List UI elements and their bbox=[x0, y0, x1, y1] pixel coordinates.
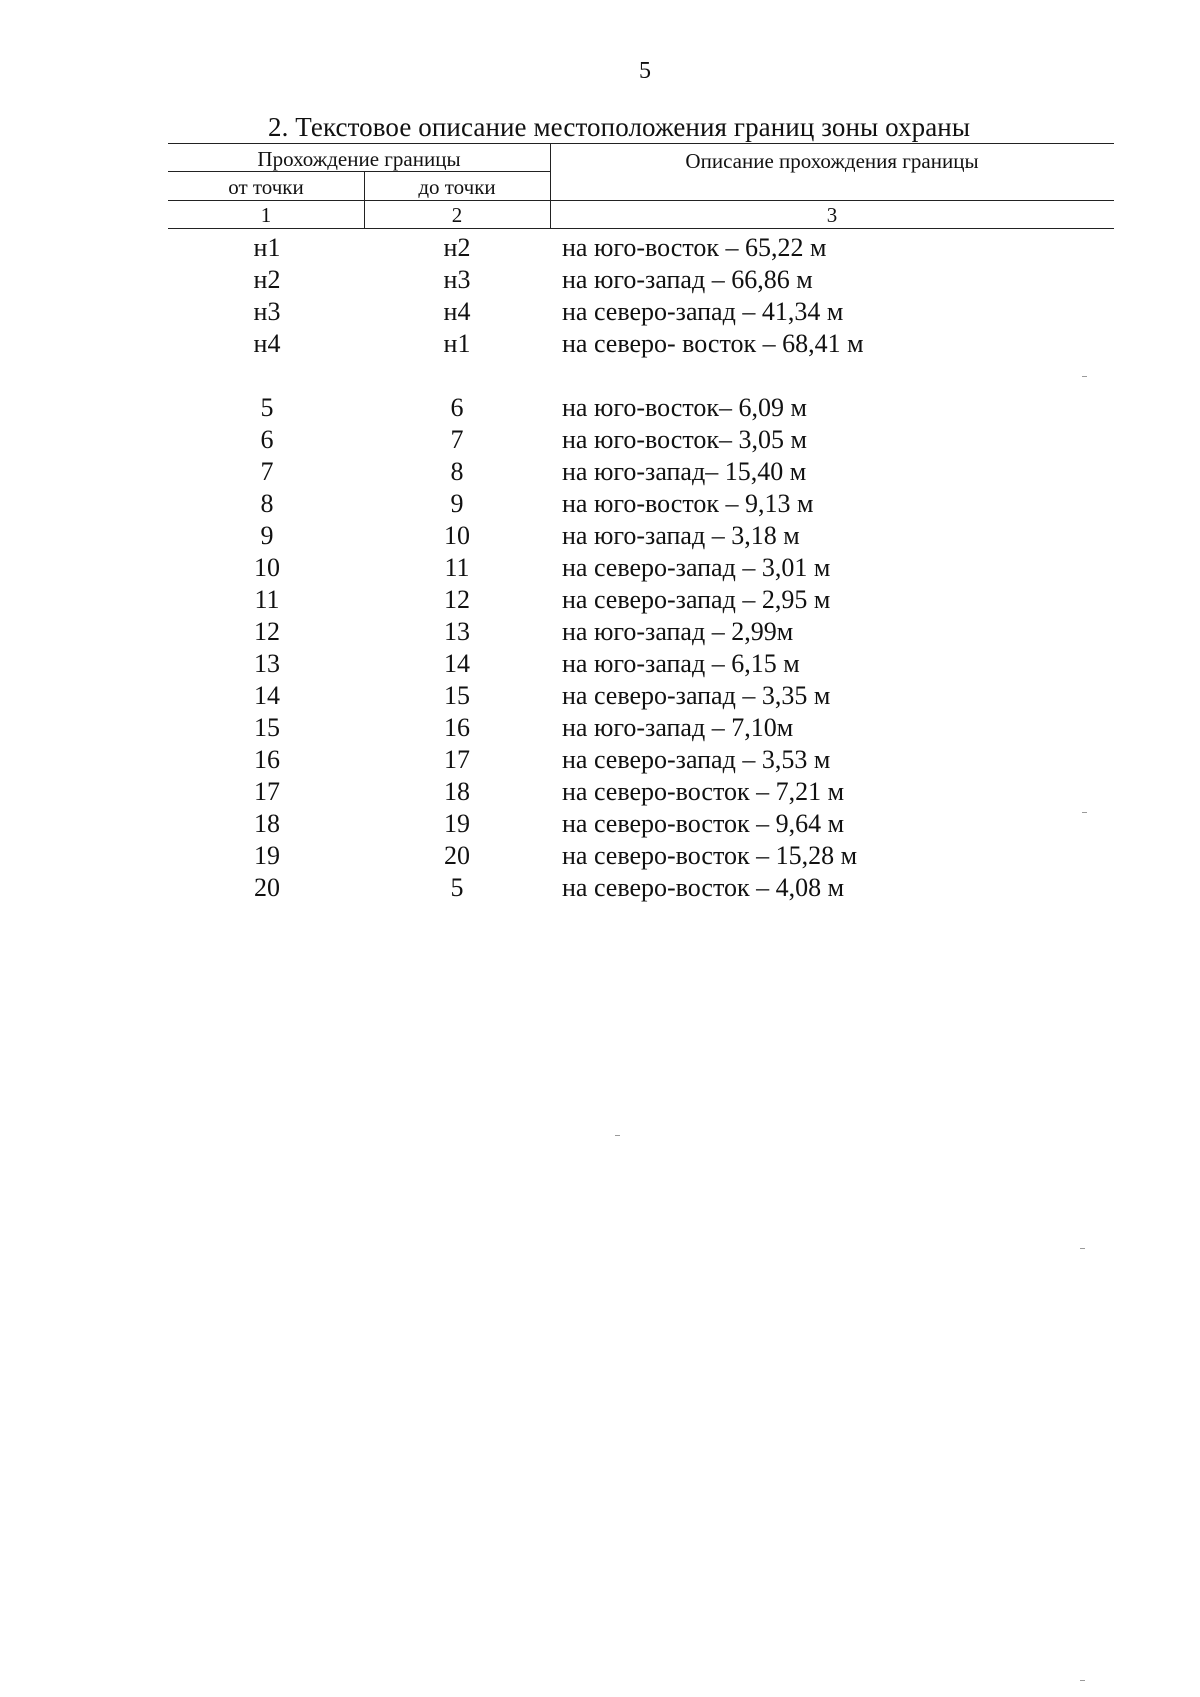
scan-speck bbox=[1080, 1680, 1085, 1681]
to-point: 14 bbox=[444, 649, 470, 678]
table-row bbox=[0, 872, 1200, 904]
table-row bbox=[0, 840, 1200, 872]
header-description: Описание прохождения границы bbox=[685, 149, 979, 173]
boundary-description: на юго-восток– 3,05 м bbox=[562, 425, 807, 454]
boundary-description: на северо-восток – 15,28 м bbox=[562, 841, 858, 870]
table-row bbox=[0, 680, 1200, 712]
header-from-point: от точки bbox=[228, 175, 304, 199]
table-row bbox=[0, 648, 1200, 680]
table-row bbox=[0, 808, 1200, 840]
to-point: 13 bbox=[444, 617, 470, 646]
boundary-description: на юго-запад – 66,86 м bbox=[562, 265, 813, 294]
table-row bbox=[0, 776, 1200, 808]
to-point: н1 bbox=[443, 329, 471, 358]
scan-speck bbox=[615, 1135, 620, 1136]
to-point: 7 bbox=[450, 425, 464, 454]
page-number: 5 bbox=[639, 58, 651, 84]
table-row bbox=[0, 456, 1200, 488]
table-row bbox=[0, 712, 1200, 744]
boundary-description: на северо-восток – 9,64 м bbox=[562, 809, 845, 838]
table-row bbox=[0, 328, 1200, 360]
boundary-description: на северо-запад – 2,95 м bbox=[562, 585, 831, 614]
from-point: н3 bbox=[253, 297, 281, 326]
header-subcolumn-rule bbox=[168, 200, 1114, 201]
from-point: 15 bbox=[254, 713, 280, 742]
to-point: 8 bbox=[450, 457, 464, 486]
to-point: н3 bbox=[443, 265, 471, 294]
to-point: 6 bbox=[450, 393, 464, 422]
scan-speck bbox=[1080, 1248, 1085, 1249]
table-row bbox=[0, 424, 1200, 456]
scan-speck bbox=[1082, 812, 1087, 813]
from-point: 7 bbox=[260, 457, 274, 486]
to-point: 12 bbox=[444, 585, 470, 614]
to-point: 16 bbox=[444, 713, 470, 742]
to-point: 5 bbox=[450, 873, 464, 902]
boundary-description: на юго-восток– 6,09 м bbox=[562, 393, 807, 422]
from-point: 8 bbox=[260, 489, 274, 518]
table-row bbox=[0, 520, 1200, 552]
to-point: 10 bbox=[444, 521, 470, 550]
to-point: 9 bbox=[450, 489, 464, 518]
table-row bbox=[0, 744, 1200, 776]
boundary-description: на северо-восток – 7,21 м bbox=[562, 777, 845, 806]
from-point: 11 bbox=[254, 585, 280, 614]
header-to-point: до точки bbox=[418, 175, 496, 199]
header-group-rule bbox=[168, 171, 550, 172]
table-row bbox=[0, 584, 1200, 616]
table-row bbox=[0, 616, 1200, 648]
from-point: 13 bbox=[254, 649, 280, 678]
from-point: 14 bbox=[254, 681, 280, 710]
table-row bbox=[0, 232, 1200, 264]
to-point: н2 bbox=[443, 233, 471, 262]
boundary-description: на юго-запад – 3,18 м bbox=[562, 521, 800, 550]
boundary-description: на юго-запад– 15,40 м bbox=[562, 457, 807, 486]
boundary-description: на юго-запад – 6,15 м bbox=[562, 649, 800, 678]
from-point: н1 bbox=[253, 233, 281, 262]
table-row bbox=[0, 552, 1200, 584]
from-point: 12 bbox=[254, 617, 280, 646]
from-point: н2 bbox=[253, 265, 281, 294]
header-index-3: 3 bbox=[826, 203, 838, 227]
table-row bbox=[0, 264, 1200, 296]
boundary-description: на юго-восток – 65,22 м bbox=[562, 233, 827, 262]
to-point: н4 bbox=[443, 297, 471, 326]
boundary-description: на северо-восток – 4,08 м bbox=[562, 873, 845, 902]
to-point: 20 bbox=[444, 841, 470, 870]
from-point: 16 bbox=[254, 745, 280, 774]
to-point: 15 bbox=[444, 681, 470, 710]
header-passage: Прохождение границы bbox=[257, 147, 461, 171]
to-point: 11 bbox=[444, 553, 470, 582]
header-index-2: 2 bbox=[451, 203, 463, 227]
from-point: 10 bbox=[254, 553, 280, 582]
boundary-description: на северо-запад – 3,53 м bbox=[562, 745, 831, 774]
boundary-description: на северо-запад – 41,34 м bbox=[562, 297, 844, 326]
from-point: 6 bbox=[260, 425, 274, 454]
from-point: 19 bbox=[254, 841, 280, 870]
boundary-description: на юго-запад – 2,99м bbox=[562, 617, 794, 646]
header-index-1: 1 bbox=[260, 203, 272, 227]
boundary-description: на юго-запад – 7,10м bbox=[562, 713, 794, 742]
to-point: 18 bbox=[444, 777, 470, 806]
table-row bbox=[0, 296, 1200, 328]
from-point: н4 bbox=[253, 329, 281, 358]
boundary-description: на северо-запад – 3,01 м bbox=[562, 553, 831, 582]
header-bottom-rule bbox=[168, 228, 1114, 229]
boundary-description: на северо-запад – 3,35 м bbox=[562, 681, 831, 710]
table-body bbox=[0, 232, 1200, 904]
boundary-description: на северо- восток – 68,41 м bbox=[562, 329, 864, 358]
table-row bbox=[0, 392, 1200, 424]
scan-speck bbox=[1082, 376, 1087, 377]
table-row bbox=[0, 488, 1200, 520]
to-point: 19 bbox=[444, 809, 470, 838]
from-point: 17 bbox=[254, 777, 280, 806]
from-point: 9 bbox=[260, 521, 274, 550]
to-point: 17 bbox=[444, 745, 470, 774]
from-point: 5 bbox=[260, 393, 274, 422]
from-point: 20 bbox=[254, 873, 280, 902]
table-top-rule bbox=[168, 143, 1114, 144]
from-point: 18 bbox=[254, 809, 280, 838]
section-title: 2. Текстовое описание местоположения границ зоны охраны bbox=[268, 112, 971, 142]
boundary-description: на юго-восток – 9,13 м bbox=[562, 489, 814, 518]
